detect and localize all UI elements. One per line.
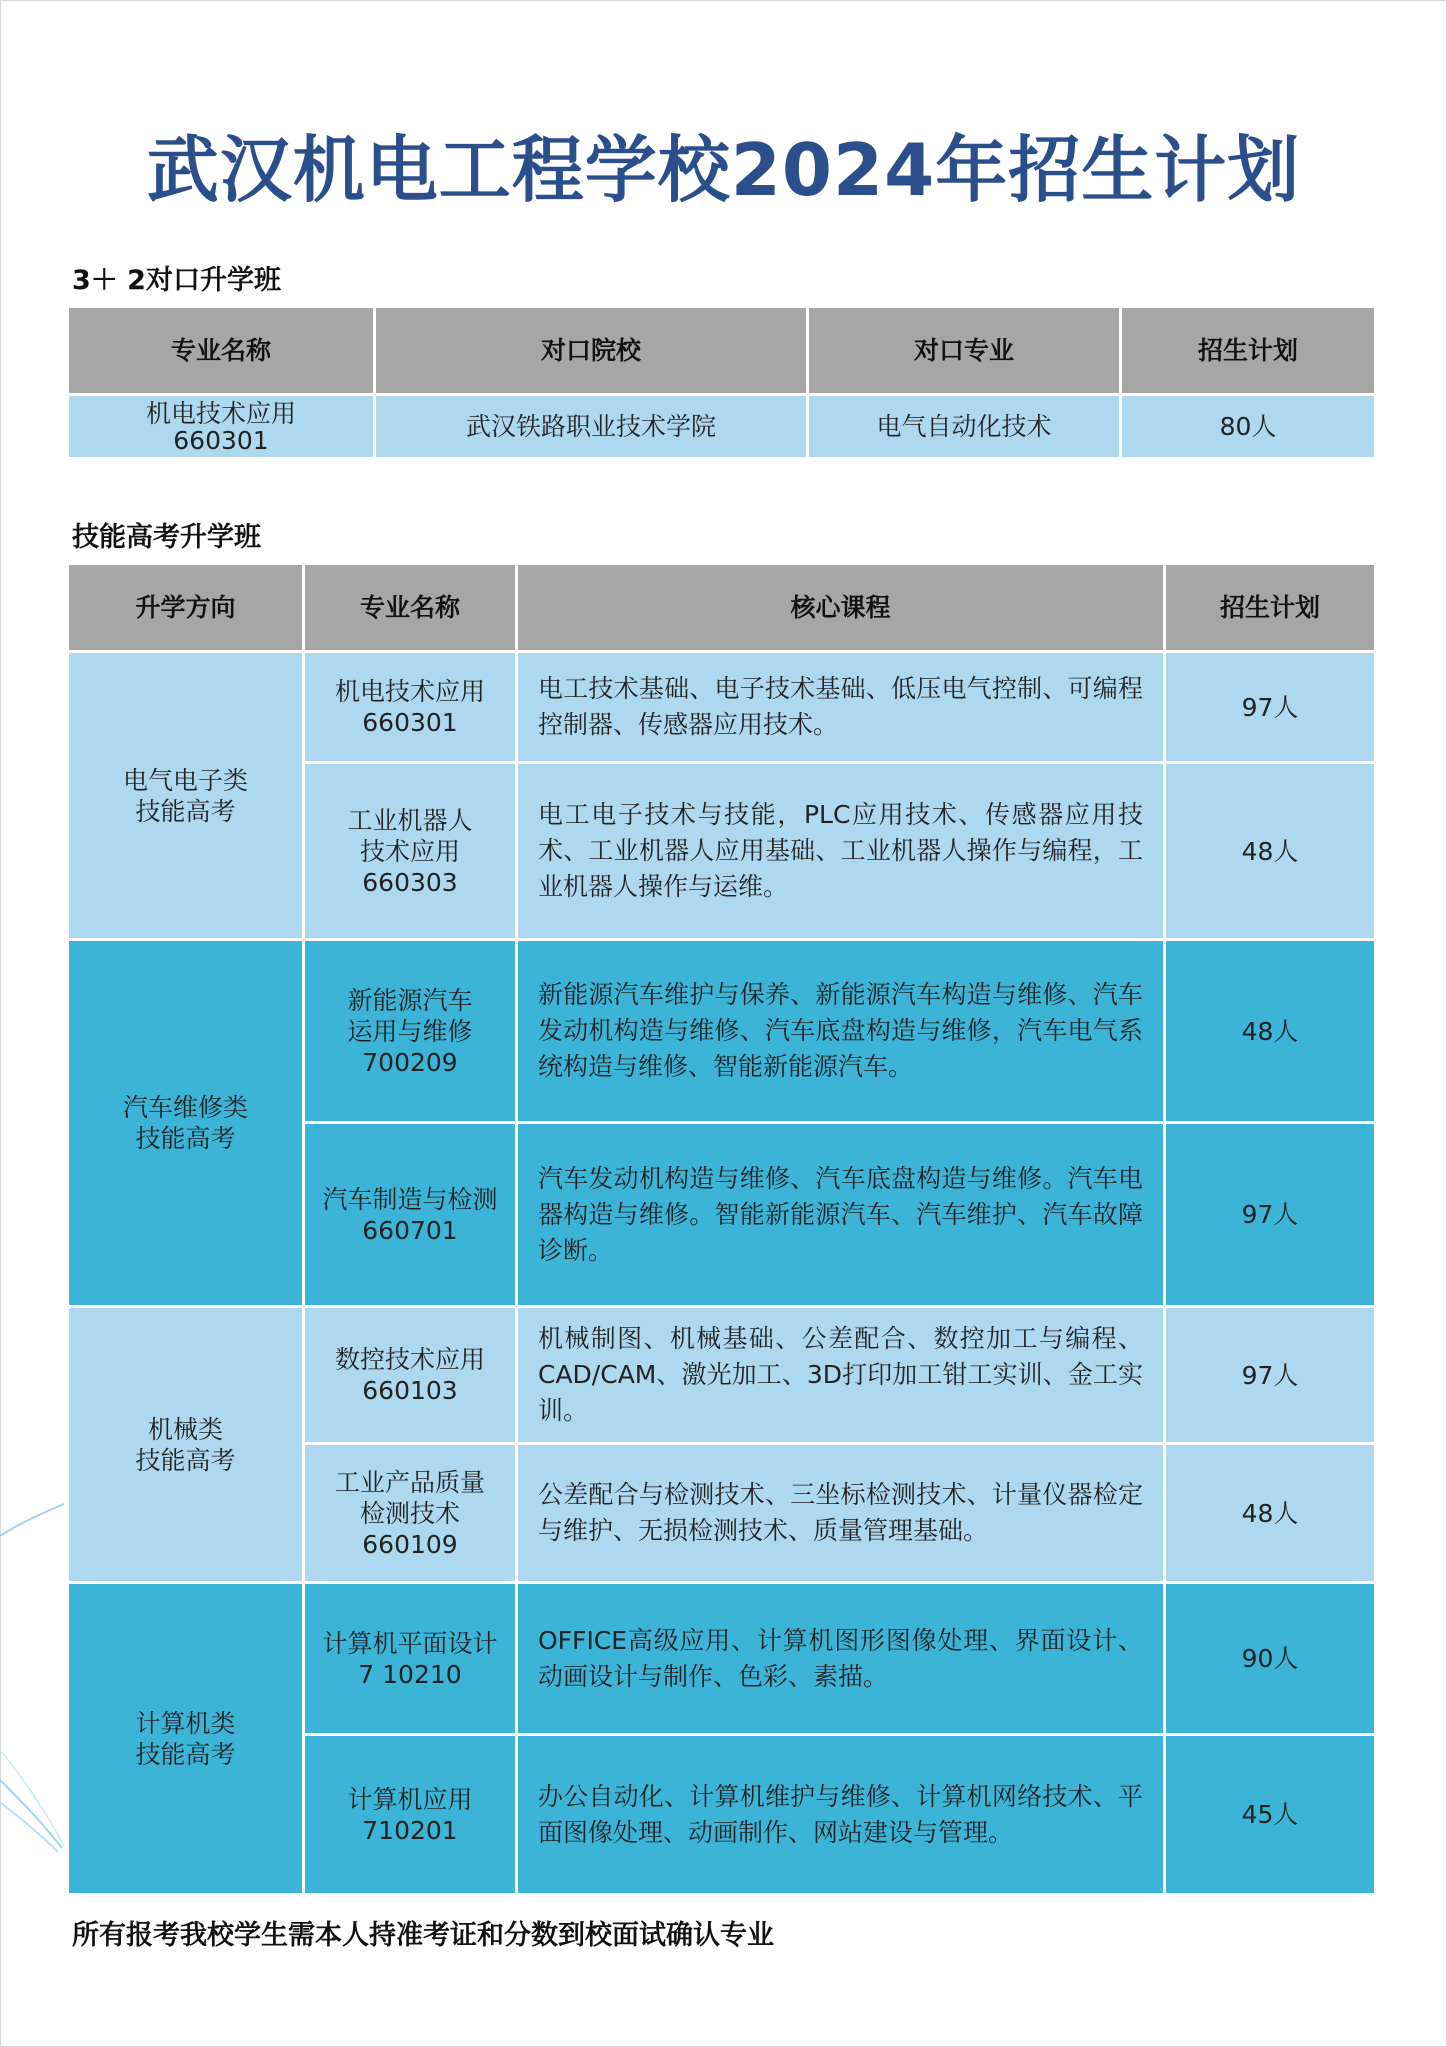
- courses: OFFICE高级应用、计算机图形图像处理、界面设计、动画设计与制作、色彩、素描。: [517, 1583, 1165, 1735]
- plan-count: 45人: [1165, 1735, 1376, 1895]
- direction-line: 电气电子类: [122, 765, 248, 795]
- major-name-cell: [304, 940, 517, 1123]
- plan-count: 48人: [1165, 1444, 1376, 1583]
- courses: 电工电子技术与技能，PLC应用技术、传感器应用技术、工业机器人应用基础、工业机器人操作与编程，工业机器人操作与运维。: [517, 763, 1165, 940]
- direction-line: 技能高考: [135, 1124, 236, 1153]
- major-name: 计算机平面设计: [322, 1628, 498, 1658]
- plan-count: 80人: [1121, 395, 1376, 459]
- courses: 办公自动化、计算机维护与维修、计算机网络技术、平面图像处理、动画制作、网站建设与管理。: [517, 1735, 1165, 1895]
- header-plan: 招生计划: [1121, 307, 1376, 395]
- major-code: 700209: [362, 1047, 458, 1077]
- header-direction: 升学方向: [68, 564, 304, 652]
- table-row: [68, 940, 1376, 1123]
- header-major-name: 专业名称: [304, 564, 517, 652]
- major-name: 检测技术: [359, 1498, 460, 1528]
- major-name: 新能源汽车: [347, 985, 473, 1015]
- major-name-cell: [304, 652, 517, 763]
- major-name-cell: [304, 1735, 517, 1895]
- major-code: 660701: [362, 1215, 458, 1245]
- major-name: 运用与维修: [347, 1016, 473, 1046]
- major-code: 660103: [362, 1376, 458, 1405]
- plan-count: 97人: [1165, 1123, 1376, 1307]
- direction-line: 计算机类: [135, 1708, 236, 1738]
- header-courses: 核心课程: [517, 564, 1165, 652]
- plan-count: 97人: [1165, 652, 1376, 763]
- courses: 新能源汽车维护与保养、新能源汽车构造与维修、汽车发动机构造与维修、汽车底盘构造与维修，汽车电气系统构造与维修、智能新能源汽车。: [517, 940, 1165, 1123]
- major-name: 工业机器人: [347, 805, 473, 835]
- table-header-row: [68, 564, 1376, 652]
- major-name-cell: [68, 395, 375, 459]
- major-name: 机电技术应用: [334, 677, 485, 706]
- plan-count: 97人: [1165, 1307, 1376, 1444]
- major-name: 机电技术应用: [145, 398, 296, 428]
- table-row: [68, 652, 1376, 763]
- partner-school: 武汉铁路职业技术学院: [375, 395, 808, 459]
- plan-count: 48人: [1165, 763, 1376, 940]
- header-partner-major: 对口专业: [808, 307, 1121, 395]
- table-3plus2: [66, 305, 1377, 460]
- direction-cell: [68, 1307, 304, 1583]
- major-code: 660301: [362, 708, 458, 737]
- courses: 电工技术基础、电子技术基础、低压电气控制、可编程控制器、传感器应用技术。: [517, 652, 1165, 763]
- major-name-cell: [304, 1583, 517, 1735]
- major-name-cell: [304, 763, 517, 940]
- courses: 机械制图、机械基础、公差配合、数控加工与编程、CAD/CAM、激光加工、3D打印加工钳工实训、金工实训。: [517, 1307, 1165, 1444]
- header-partner-school: 对口院校: [375, 307, 808, 395]
- major-name: 汽车制造与检测: [322, 1184, 498, 1214]
- footer-note: 所有报考我校学生需本人持准考证和分数到校面试确认专业: [72, 1920, 774, 1951]
- plan-count: 90人: [1165, 1583, 1376, 1735]
- header-major-name: 专业名称: [68, 307, 375, 395]
- table-skills: [66, 562, 1377, 1896]
- major-code: 660109: [362, 1529, 458, 1559]
- direction-line: 技能高考: [135, 1445, 236, 1475]
- page-title: 武汉机电工程学校2024年招生计划: [146, 128, 1301, 212]
- major-code: 660303: [362, 867, 458, 897]
- direction-line: 机械类: [147, 1414, 223, 1444]
- major-name: 工业产品质量: [334, 1467, 485, 1497]
- major-name-cell: [304, 1123, 517, 1307]
- section-title-3plus2: 3＋ 2对口升学班: [72, 265, 281, 296]
- table-row: [68, 1307, 1376, 1444]
- major-name: 计算机应用: [347, 1784, 473, 1814]
- section-title-skills: 技能高考升学班: [72, 522, 261, 553]
- plan-count: 48人: [1165, 940, 1376, 1123]
- direction-cell: [68, 652, 304, 940]
- courses: 公差配合与检测技术、三坐标检测技术、计量仪器检定与维护、无损检测技术、质量管理基础。: [517, 1444, 1165, 1583]
- major-name-cell: [304, 1307, 517, 1444]
- major-name: 数控技术应用: [334, 1345, 485, 1374]
- direction-line: 技能高考: [135, 796, 236, 826]
- major-code: 7 10210: [358, 1659, 462, 1689]
- table-row: [68, 395, 1376, 459]
- major-name-cell: [304, 1444, 517, 1583]
- major-code: 660301: [173, 425, 269, 455]
- table-header-row: [68, 307, 1376, 395]
- courses: 汽车发动机构造与维修、汽车底盘构造与维修。汽车电器构造与维修。智能新能源汽车、汽车维护、汽车故障诊断。: [517, 1123, 1165, 1307]
- direction-cell: [68, 940, 304, 1307]
- header-plan: 招生计划: [1165, 564, 1376, 652]
- direction-line: 汽车维修类: [122, 1093, 248, 1122]
- table-row: [68, 1583, 1376, 1735]
- major-name: 技术应用: [359, 836, 460, 866]
- major-code: 710201: [362, 1815, 458, 1845]
- direction-cell: [68, 1583, 304, 1895]
- partner-major: 电气自动化技术: [808, 395, 1121, 459]
- direction-line: 技能高考: [135, 1739, 236, 1769]
